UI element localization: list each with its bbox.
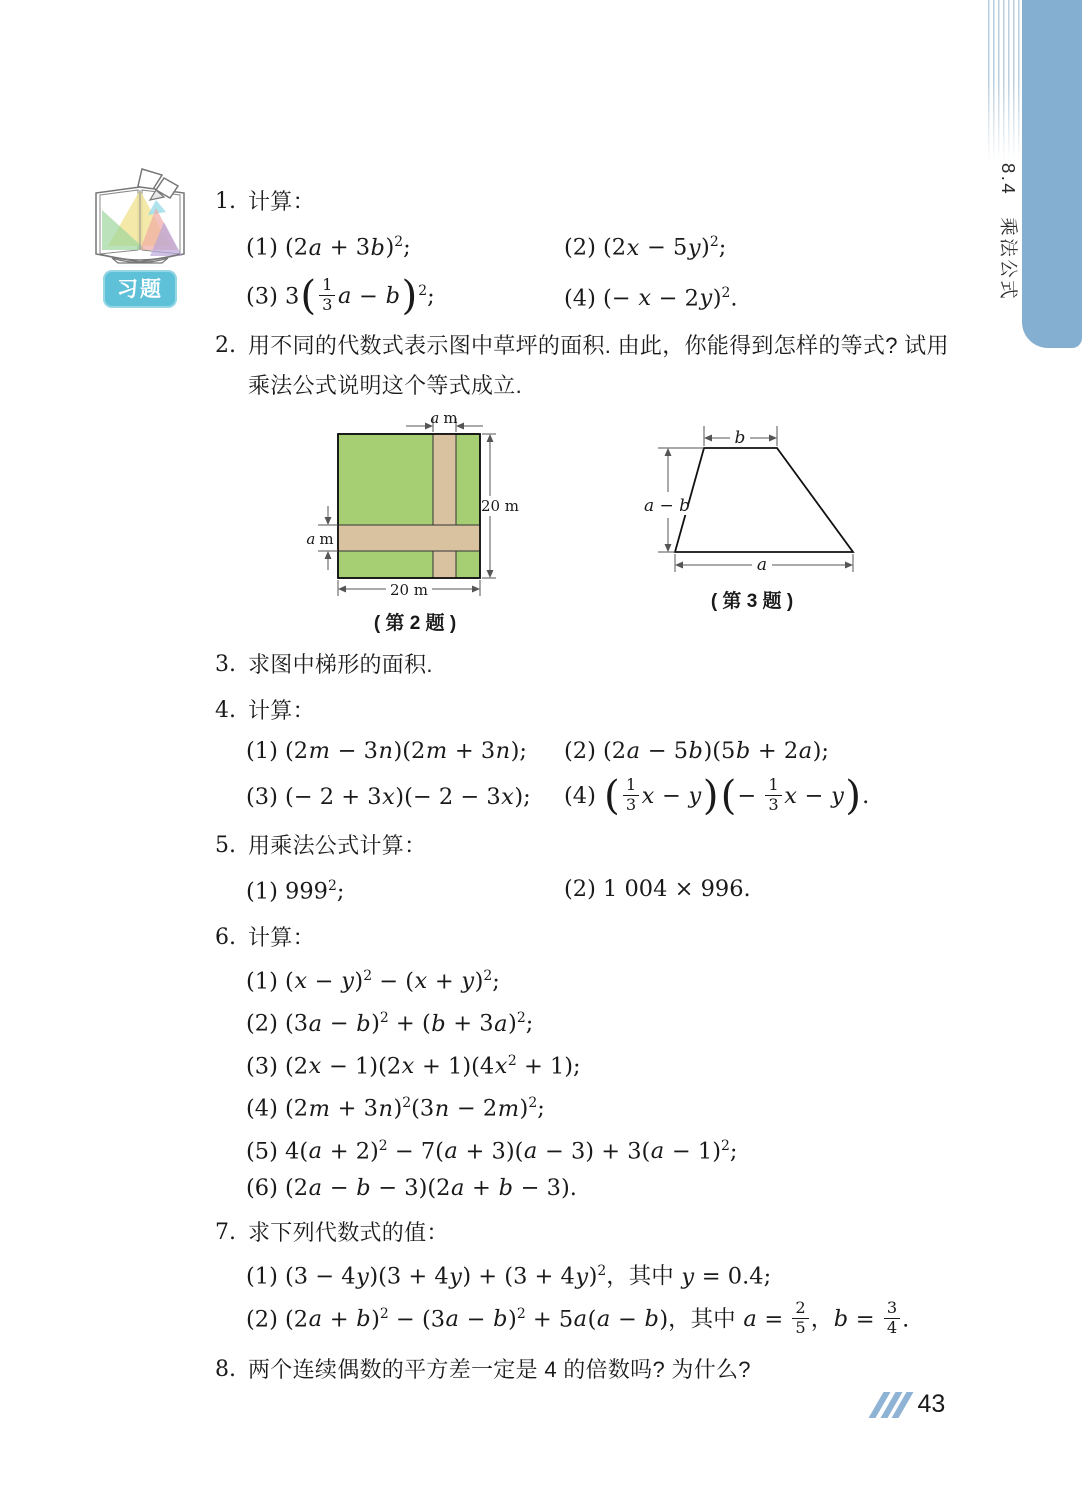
math-expression: (2) $(2x - 5y)^2$; [564,234,727,261]
math-expression: (3) $(2x - 1)(2x + 1)(4x^2 + 1)$; [246,1052,581,1080]
math-expression: (2) $(2a + b)^2 - (3a - b)^2 + 5a(a - b)$，其中 a = $\frac{2}{5}$ ，b = $\frac{3}{4}$ . [246,1298,910,1337]
problem [215,182,952,320]
math-expression: (1) (2m − 3n)(2m + 3n); [246,738,528,765]
page-number: 43 [917,1390,946,1418]
book-icon [90,166,190,264]
problem-title: 求图中梯形的面积. [248,652,433,678]
math-expression: (2) $(3a - b)^2 + (b + 3a)^2$; [246,1010,534,1037]
math-expression: (2) 1 004 × 996. [564,876,751,903]
problem-number: 3. [215,652,236,678]
problem-number: 2. [215,333,236,359]
label-left-height: a − b [643,496,691,517]
problem-head [215,1350,952,1390]
label-bottom-length: 20 m [389,581,429,600]
problem-head [215,182,952,222]
problem-parts [215,731,952,820]
math-expression: (1) $999^2$; [246,878,345,905]
figure-2-caption: ( 第 2 题 ) [373,613,457,635]
problem-head [215,918,952,958]
problem-number: 5. [215,833,236,859]
problem-head [215,645,952,685]
math-expression: (1) $(x - y)^2 - (x + y)^2$; [246,967,500,995]
problem-title: 求下列代数式的值： [248,1220,449,1246]
problem [215,1350,952,1390]
problem-title: 两个连续偶数的平方差一定是 4 的倍数吗? 为什么? [248,1356,751,1382]
label-bottom-side: a [756,555,768,576]
figure-3-caption: ( 第 3 题 ) [710,591,794,613]
problem-head [215,1213,952,1253]
exercise-list [215,182,952,1396]
math-expression: (3) (− 2 + 3x)(− 2 − 3x); [246,784,531,811]
problem-title: 计算： [248,698,315,724]
problem-head [215,826,952,866]
trapezoid-diagram [640,412,900,580]
page-number-area [876,1390,945,1419]
section-label: 8.4 乘法公式 [998,163,1019,302]
problem-head [215,691,952,731]
math-expression: (4) ( $\frac{1}{3}$ x − y)(− $\frac{1}{3}$ x − y). [564,771,870,820]
label-top-width: a m [430,412,458,428]
problem-number: 4. [215,698,236,724]
math-expression: (3) 3( $\frac{1}{3}$ a − b)$^2$; [246,271,435,319]
sidebar-band [1022,0,1082,348]
figures-row [300,412,952,635]
math-expression: (4) $(2m + 3n)^2(3n - 2m)^2$; [246,1095,545,1122]
problem [215,1213,952,1343]
problem [215,918,952,1208]
problem-parts [215,1253,952,1343]
math-expression: (6) (2a − b − 3)(2a + b − 3). [246,1175,577,1202]
label-top-side: b [734,428,746,449]
math-expression: (1) $(3 - 4y)(3 + 4y) + (3 + 4y)^2$，其中 y = 0.4; [246,1263,772,1290]
problem [215,691,952,820]
problem [215,826,952,912]
problem-number: 8. [215,1356,236,1382]
figure-problem-2 [300,412,610,635]
problem-title: 用乘法公式计算： [248,833,427,859]
problem-number: 7. [215,1220,236,1246]
exercise-badge: 习题 [103,270,177,308]
math-expression: (4) (− x − 2y)$^2$. [564,284,738,312]
lawn-diagram [300,412,610,602]
sidebar-pinstripes [988,0,1021,162]
problem-title: 计算： [248,189,315,214]
problem-parts [215,958,952,1208]
problem-title: 计算： [248,924,315,950]
problem-number: 1. [215,189,236,214]
problem-title: 用不同的代数式表示图中草坪的面积. 由此，你能得到怎样的等式? 试用乘法公式说明这个等式成立. [248,333,949,399]
figure-problem-3 [640,412,900,635]
math-expression: (2) (2a − 5b)(5b + 2a); [564,738,829,765]
math-expression: (1) $(2a + 3b)^2$; [246,234,411,261]
label-right-length: 20 m [480,497,520,516]
problem-parts [215,222,952,320]
problem [215,645,952,685]
label-left-width: a m [306,530,334,549]
problem [215,326,952,406]
problem-head [215,326,952,406]
math-expression: (5) $4(a + 2)^2 - 7(a + 3)(a - 3) + 3(a - 1)^2$; [246,1137,738,1165]
problem-parts [215,866,952,912]
problem-number: 6. [215,924,236,950]
